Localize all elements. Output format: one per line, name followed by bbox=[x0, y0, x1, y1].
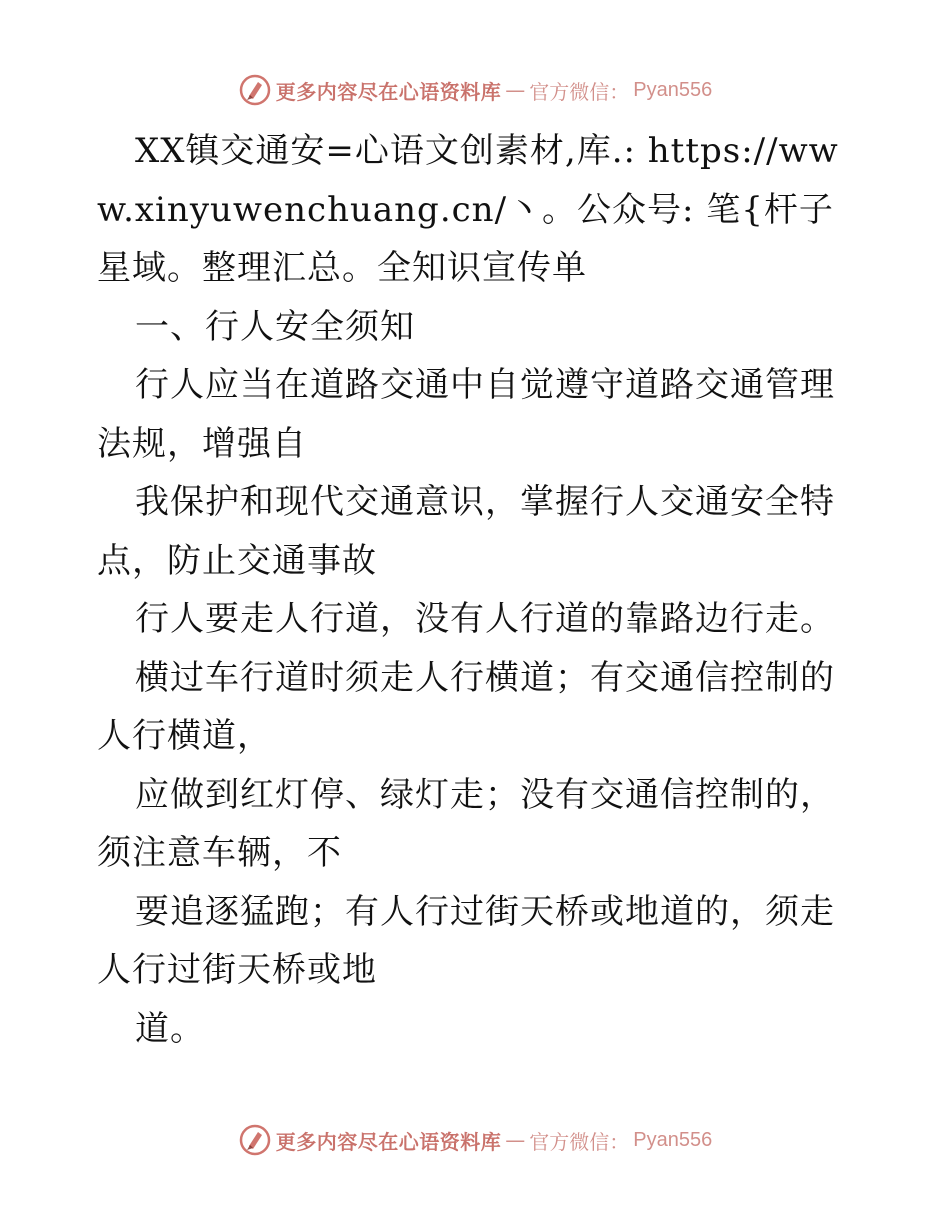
doc-paragraph: 行人要走人行道，没有人行道的靠路边行走。 bbox=[135, 599, 835, 639]
doc-paragraph: 横过车行道时须走人行横道；有交通信控制的人行横道， bbox=[97, 657, 835, 756]
doc-paragraph-title: XX镇交通安=心语文创素材,库.: https://www.xinyuwenchuang.cn/丶。公众号: 笔{杆子星域。整理汇总。全知识宣传单 bbox=[97, 131, 839, 288]
header-watermark-text: 更多内容尽在心语资料库 bbox=[275, 79, 502, 104]
header-wechat-id: Pyan556 bbox=[633, 78, 713, 101]
footer-wechat-label: 官方微信： bbox=[529, 1129, 630, 1154]
footer-watermark-separator: — bbox=[505, 1128, 526, 1152]
header-watermark-banner bbox=[0, 70, 950, 110]
doc-paragraph: 要追逐猛跑；有人行过街天桥或地道的，须走人行过街天桥或地 bbox=[97, 891, 835, 990]
footer-wechat-id: Pyan556 bbox=[633, 1128, 713, 1151]
footer-watermark-banner bbox=[0, 1120, 950, 1160]
doc-paragraph: 应做到红灯停、绿灯走；没有交通信控制的，须注意车辆，不 bbox=[97, 774, 835, 873]
pen-nib-logo-icon bbox=[238, 73, 272, 107]
header-watermark-separator: — bbox=[505, 78, 526, 102]
doc-paragraph: 行人应当在道路交通中自觉遵守道路交通管理法规，增强自 bbox=[97, 365, 835, 464]
header-watermark-content bbox=[238, 73, 712, 107]
document-body bbox=[97, 122, 857, 1058]
footer-watermark-content bbox=[238, 1123, 712, 1157]
doc-paragraph: 道。 bbox=[135, 1008, 205, 1049]
footer-watermark-text: 更多内容尽在心语资料库 bbox=[275, 1129, 502, 1154]
header-wechat-label: 官方微信： bbox=[529, 79, 630, 104]
doc-paragraph-section-heading: 一、行人安全须知 bbox=[135, 306, 415, 347]
pen-nib-logo-icon bbox=[238, 1123, 272, 1157]
doc-paragraph: 我保护和现代交通意识，掌握行人交通安全特点，防止交通事故 bbox=[97, 482, 835, 581]
